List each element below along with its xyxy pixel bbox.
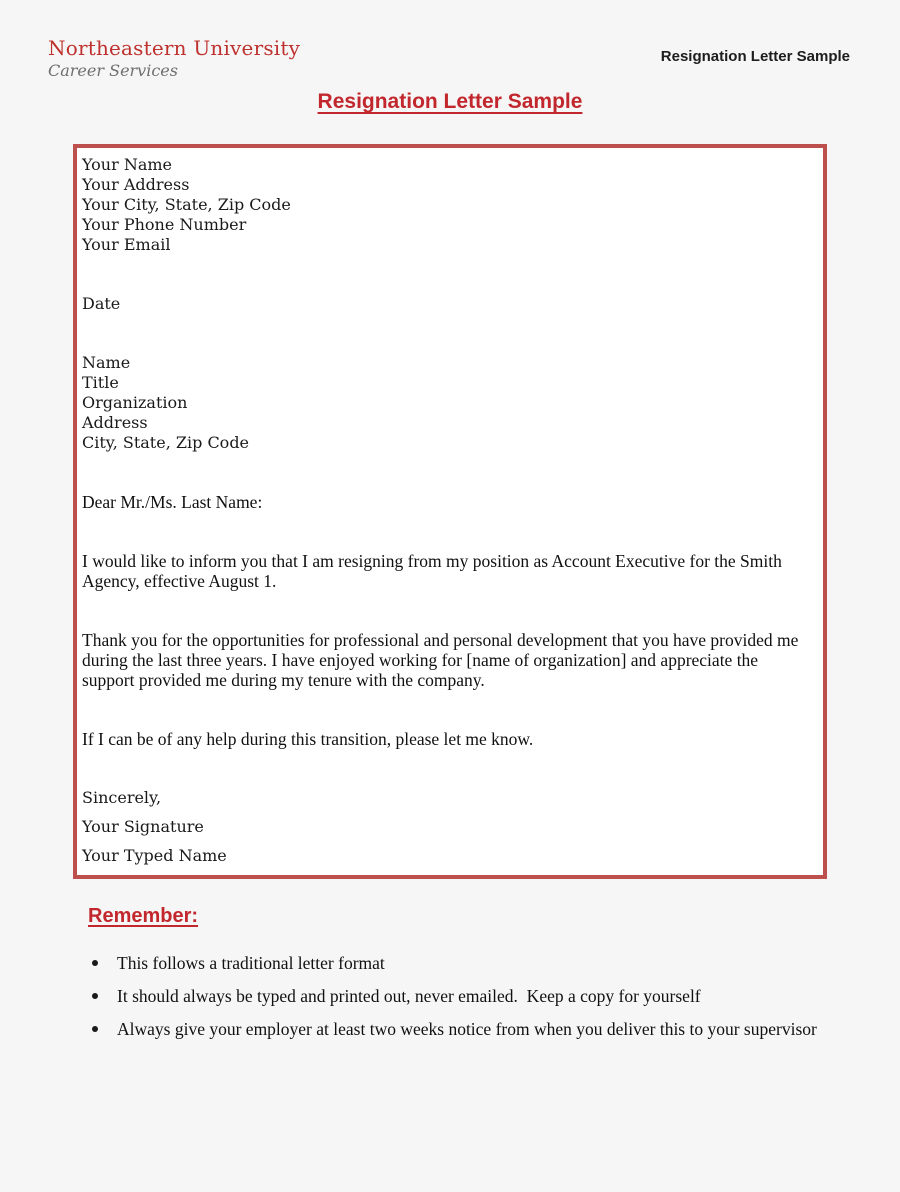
letter-paragraph-1: I would like to inform you that I am resigning from my position as Account Executive for the Smith Agency, effective August 1.: [82, 551, 782, 591]
recipient-address-line: Address: [82, 413, 148, 432]
closing-sincerely-line: Sincerely,: [82, 788, 162, 807]
sender-email-line: Your Email: [82, 235, 171, 254]
bullet-icon: [92, 993, 98, 999]
bullet-text: This follows a traditional letter format: [117, 953, 385, 973]
sender-name-line: Your Name: [82, 155, 173, 174]
university-logo-name: Northeastern University: [48, 36, 301, 60]
bullet-icon: [92, 1026, 98, 1032]
recipient-title-line: Title: [82, 373, 119, 392]
university-logo: [48, 36, 300, 80]
recipient-organization-line: Organization: [82, 393, 188, 412]
recipient-city-line: City, State, Zip Code: [82, 433, 250, 452]
salutation-line: Dear Mr./Ms. Last Name:: [82, 492, 263, 512]
date-placeholder: Date: [82, 294, 121, 313]
remember-heading: Remember:: [88, 905, 199, 927]
closing-signature-line: Your Signature: [82, 817, 204, 836]
university-logo-subtitle: Career Services: [48, 61, 178, 80]
list-item: [90, 951, 830, 975]
remember-list: [90, 951, 830, 1050]
bullet-icon: [92, 960, 98, 966]
list-item: [90, 984, 830, 1008]
closing-typed-name-line: Your Typed Name: [82, 846, 227, 865]
page-title: Resignation Letter Sample: [317, 90, 583, 113]
sender-address-line: Your Address: [82, 175, 190, 194]
letter-sample-box: [73, 144, 827, 879]
bullet-text: It should always be typed and printed out, never emailed. Keep a copy for yourself: [117, 986, 701, 1006]
bullet-text: Always give your employer at least two weeks notice from when you deliver this to your supervisor: [117, 1019, 817, 1039]
letter-paragraph-2: Thank you for the opportunities for professional and personal development that you have provided me during the last three years. I have enjoyed working for [name of organization] and appreciate the support provided me during my tenure with the company.: [82, 630, 799, 690]
sender-address-block: [82, 155, 811, 255]
sender-phone-line: Your Phone Number: [82, 215, 247, 234]
recipient-name-line: Name: [82, 353, 131, 372]
document-header-label: Resignation Letter Sample: [660, 48, 850, 65]
list-item: [90, 1017, 830, 1041]
letter-paragraph-3: If I can be of any help during this transition, please let me know.: [82, 729, 534, 749]
recipient-address-block: [82, 353, 811, 453]
sender-city-line: Your City, State, Zip Code: [82, 195, 291, 214]
